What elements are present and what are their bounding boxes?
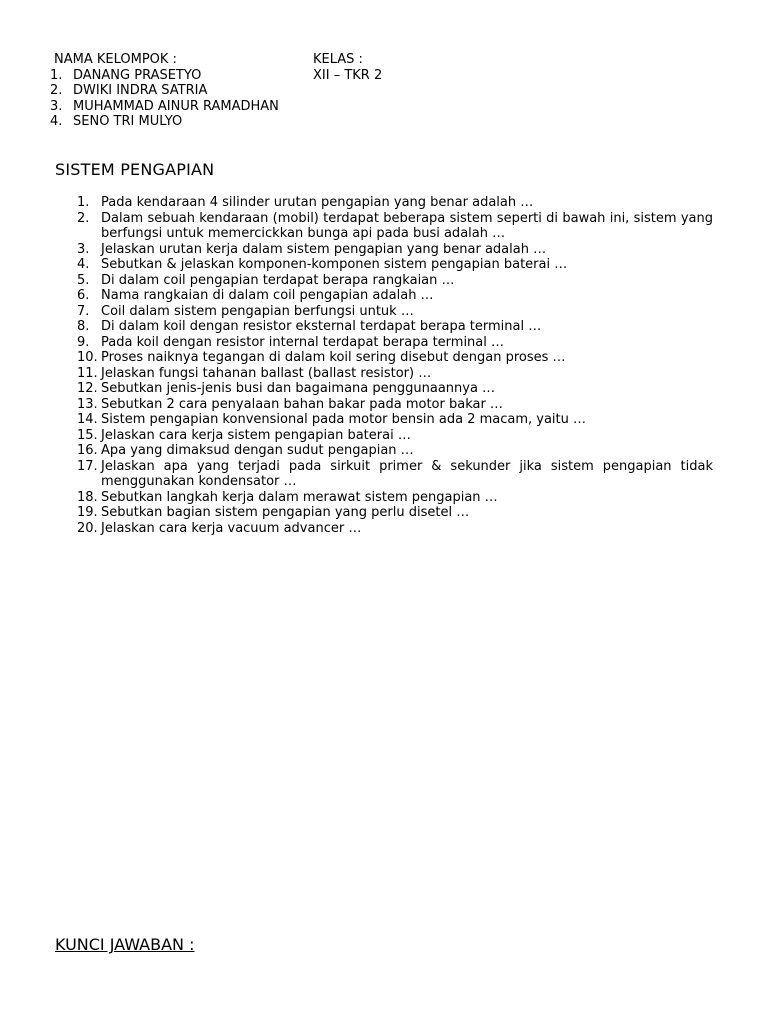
question-number: 5. <box>77 272 90 288</box>
question-text: Jelaskan cara kerja vacuum advancer … <box>101 520 362 536</box>
member-number: 2. <box>50 83 63 99</box>
group-title: NAMA KELOMPOK : <box>54 52 177 67</box>
question-text: Di dalam coil pengapian terdapat berapa rangkaian … <box>101 272 455 288</box>
question-item: 19. Sebutkan bagian sistem pengapian yang perlu disetel … <box>77 505 713 521</box>
question-item: 17. Jelaskan apa yang terjadi pada sirkuit primer & sekunder jika sistem pengapian tidak menggunakan kondensator … <box>77 458 713 489</box>
question-item: 10. Proses naiknya tegangan di dalam koil sering disebut dengan proses … <box>77 350 713 366</box>
question-text: Jelaskan urutan kerja dalam sistem pengapian yang benar adalah … <box>101 241 547 257</box>
question-item <box>77 273 713 289</box>
question-item: 15. Jelaskan cara kerja sistem pengapian baterai … <box>77 428 713 444</box>
question-item <box>77 335 713 351</box>
member-list <box>50 68 310 130</box>
question-text: Jelaskan fungsi tahanan ballast (ballast resistor) … <box>101 365 432 381</box>
question-number: 9. <box>77 334 90 350</box>
question-text: Proses naiknya tegangan di dalam koil sering disebut dengan proses … <box>101 350 566 365</box>
question-item: 11. Jelaskan fungsi tahanan ballast (ballast resistor) … <box>77 366 713 382</box>
question-text: Sebutkan & jelaskan komponen-komponen sistem pengapian baterai … <box>101 257 568 272</box>
question-number: 3. <box>77 241 90 257</box>
question-text: Jelaskan cara kerja sistem pengapian baterai … <box>101 427 411 443</box>
question-text: Coil dalam sistem pengapian berfungsi untuk … <box>101 303 414 319</box>
question-text: Nama rangkaian di dalam coil pengapian adalah … <box>101 288 434 303</box>
question-text: Di dalam koil dengan resistor eksternal terdapat berapa terminal … <box>101 319 542 334</box>
question-item <box>77 288 713 304</box>
question-text: Sebutkan 2 cara penyalaan bahan bakar pada motor bakar … <box>101 396 503 412</box>
question-text: Dalam sebuah kendaraan (mobil) terdapat beberapa sistem seperti di bawah ini, sistem yang berfungsi untuk memercickkan bunga api pada busi adalah … <box>101 210 713 241</box>
question-number: 4. <box>77 257 90 272</box>
question-text: Pada kendaraan 4 silinder urutan pengapian yang benar adalah … <box>101 195 534 210</box>
member-item <box>50 99 310 115</box>
question-item <box>77 304 713 320</box>
question-text: Sebutkan bagian sistem pengapian yang perlu disetel … <box>101 505 470 520</box>
section-title: SISTEM PENGAPIAN <box>55 160 215 179</box>
question-item <box>77 195 713 211</box>
question-item: 20. Jelaskan cara kerja vacuum advancer … <box>77 521 713 537</box>
question-number: 6. <box>77 288 90 303</box>
member-name: MUHAMMAD AINUR RAMADHAN <box>73 98 279 114</box>
question-list <box>77 195 713 536</box>
member-item <box>50 114 310 130</box>
class-info <box>313 52 382 83</box>
question-item: 13. Sebutkan 2 cara penyalaan bahan bakar pada motor bakar … <box>77 397 713 413</box>
member-name: DANANG PRASETYO <box>73 67 202 83</box>
question-item <box>77 257 713 273</box>
question-item: 12. Sebutkan jenis-jenis busi dan bagaimana penggunaannya … <box>77 381 713 397</box>
question-item <box>77 319 713 335</box>
member-item <box>50 68 310 84</box>
member-number: 1. <box>50 67 63 83</box>
member-number: 3. <box>50 98 63 114</box>
question-text: Sebutkan jenis-jenis busi dan bagaimana penggunaannya … <box>101 381 496 396</box>
member-number: 4. <box>50 114 63 130</box>
answer-key-title: KUNCI JAWABAN : <box>55 935 195 954</box>
member-name: SENO TRI MULYO <box>73 114 183 130</box>
question-text: Pada koil dengan resistor internal terdapat berapa terminal … <box>101 334 505 350</box>
class-value: XII – TKR 2 <box>313 67 383 83</box>
question-number: 8. <box>77 319 90 334</box>
question-text: Apa yang dimaksud dengan sudut pengapian … <box>101 443 414 458</box>
question-text: Jelaskan apa yang terjadi pada sirkuit primer & sekunder jika sistem pengapian tidak menggunakan kondensator … <box>101 458 713 489</box>
question-item: 18. Sebutkan langkah kerja dalam merawat sistem pengapian … <box>77 490 713 506</box>
question-item <box>77 242 713 258</box>
question-number: 7. <box>77 303 90 319</box>
question-item: 14. Sistem pengapian konvensional pada motor bensin ada 2 macam, yaitu … <box>77 412 713 428</box>
member-name: DWIKI INDRA SATRIA <box>73 83 208 99</box>
member-item <box>50 83 310 99</box>
question-item: 16. Apa yang dimaksud dengan sudut pengapian … <box>77 443 713 459</box>
question-number: 1. <box>77 195 90 210</box>
question-item <box>77 211 713 242</box>
question-text: Sebutkan langkah kerja dalam merawat sistem pengapian … <box>101 489 498 505</box>
question-number: 2. <box>77 210 90 226</box>
group-info <box>50 52 310 130</box>
class-label: KELAS : <box>313 52 363 67</box>
question-text: Sistem pengapian konvensional pada motor bensin ada 2 macam, yaitu … <box>101 412 587 427</box>
